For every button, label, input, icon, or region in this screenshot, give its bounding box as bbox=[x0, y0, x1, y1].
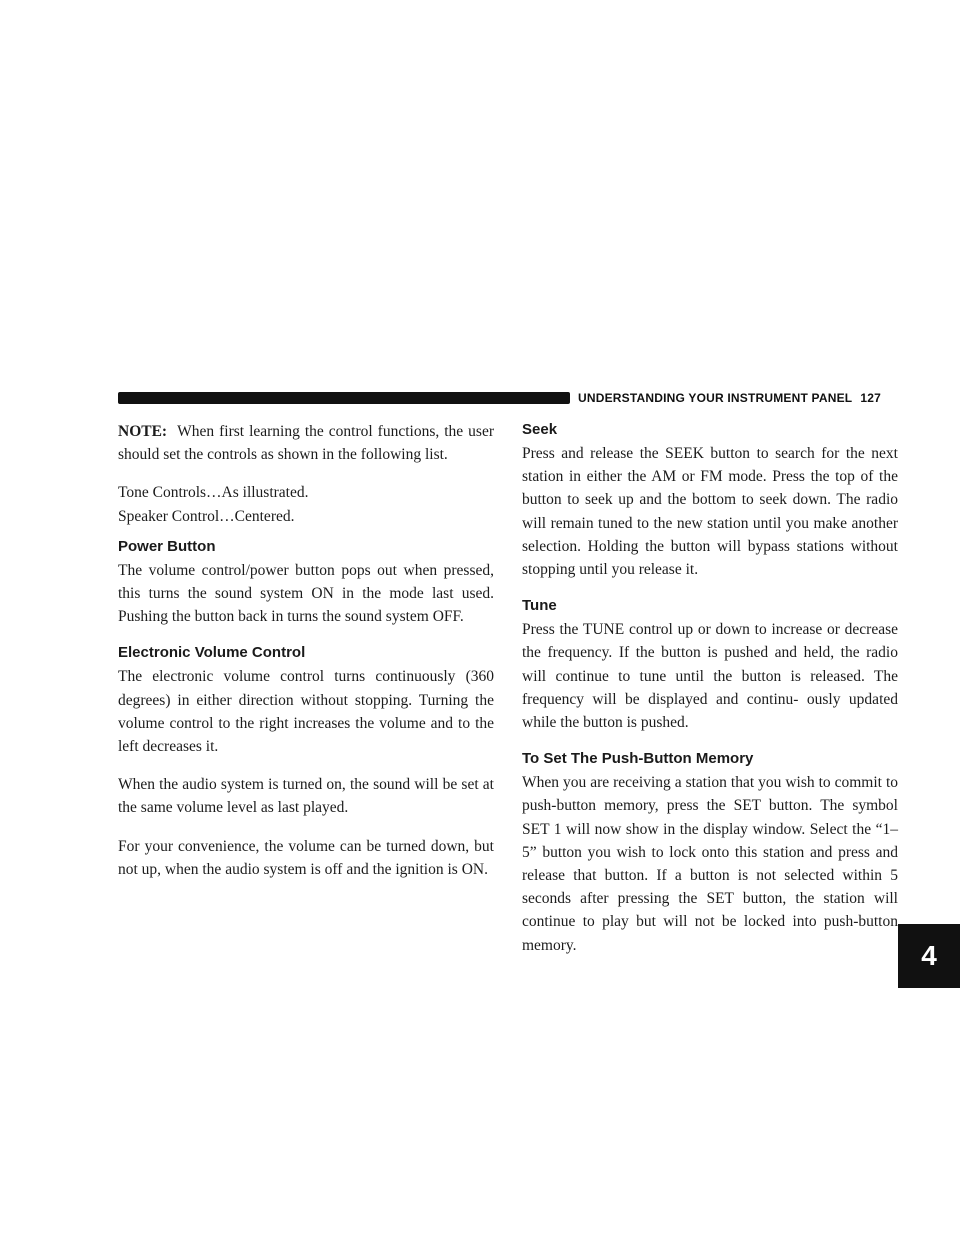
page-number: 127 bbox=[860, 391, 881, 405]
tune-heading: Tune bbox=[522, 597, 557, 615]
volume-control-heading: Electronic Volume Control bbox=[118, 644, 306, 662]
volume-paragraph-2: When the audio system is turned on, the sound will be set at the same volume level as last played. bbox=[118, 776, 494, 817]
seek-heading: Seek bbox=[522, 421, 558, 438]
tune-paragraph: Press the TUNE control up or down to increase or decrease the frequency. If the button is pushed and held, the radio will continue to tune until the button is released. The frequency will be displayed and continu- ously updated while the button is pushed. bbox=[522, 621, 898, 732]
running-header bbox=[578, 391, 898, 405]
volume-paragraph-1: The electronic volume control turns continuously (360 degrees) in either direction without stopping. Turning the volume control to the right increases the volume and to the left decreases it. bbox=[118, 668, 494, 756]
right-column bbox=[522, 420, 898, 972]
note-label: NOTE: bbox=[118, 423, 168, 440]
note-paragraph bbox=[118, 420, 494, 466]
note-text: When first learning the control functions, the user should set the controls as shown in the following list. bbox=[118, 423, 494, 464]
seek-paragraph: Press and release the SEEK button to search for the next station in either the AM or FM mode. Press the top of the button to seek up and the bottom to seek down. The radio will remain tuned to the new station until you make another selection. Holding the button will bypass stations without stopping until you release it. bbox=[522, 445, 898, 579]
tone-controls-line: Tone Controls…As illustrated. bbox=[118, 484, 309, 502]
power-button-paragraph: The volume control/power button pops out when pressed, this turns the sound system ON in the mode last used. Pushing the button back in turns the sound system OFF. bbox=[118, 561, 494, 626]
push-button-memory-heading: To Set The Push-Button Memory bbox=[522, 750, 754, 768]
chapter-tab: 4 bbox=[898, 924, 960, 988]
section-title: UNDERSTANDING YOUR INSTRUMENT PANEL bbox=[578, 391, 853, 405]
push-button-memory-paragraph: When you are receiving a station that you wish to commit to push-button memory, press the SET button. The symbol SET 1 will now show in the display window. Select the “1–5” button you wish to lock onto this station and press and release that button. If a button is not selected within 5 seconds after pressing the SET button, the station will continue to play but will not be locked into push-button memory. bbox=[522, 774, 898, 954]
power-button-heading: Power Button bbox=[118, 537, 216, 555]
left-column bbox=[118, 420, 494, 896]
header-rule bbox=[118, 392, 570, 404]
volume-paragraph-3: For your convenience, the volume can be turned down, but not up, when the audio system is off and the ignition is ON. bbox=[118, 837, 494, 878]
speaker-control-line: Speaker Control…Centered. bbox=[118, 507, 295, 525]
